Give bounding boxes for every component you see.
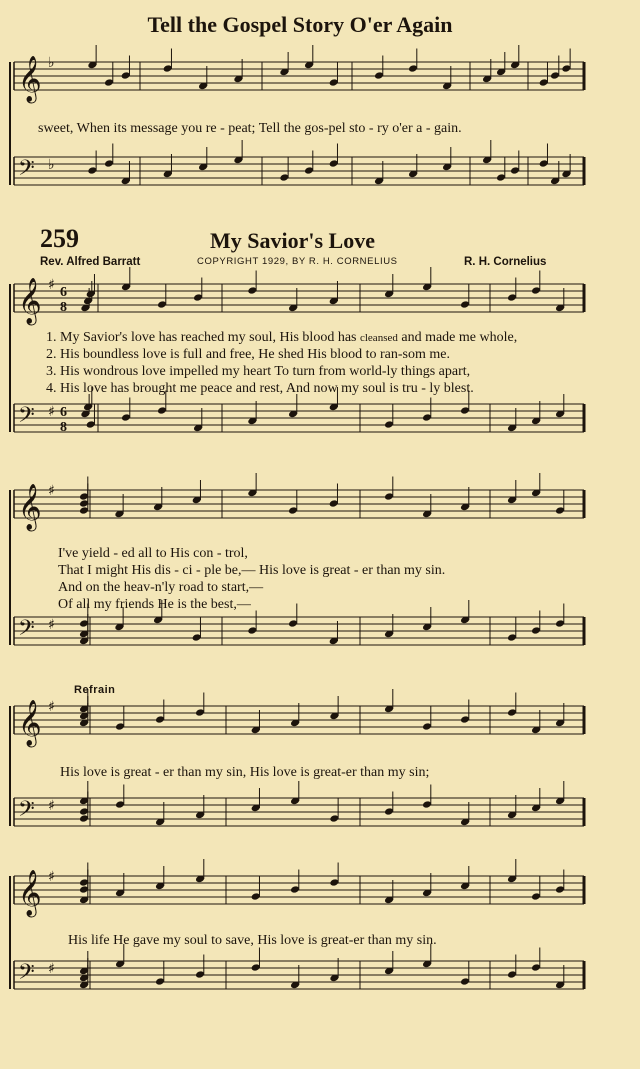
sharp-icon: ♯ [48,699,55,715]
verse-2-line-1 [46,347,450,363]
flat-icon: ♭ [48,55,55,71]
hymn-number: 259 [40,224,79,253]
treble-clef-icon: 𝄞 [18,870,42,916]
verse-1-line-2: I've yield - ed all to His con - trol, [58,546,248,561]
sharp-icon: ♯ [48,617,55,633]
bass-clef-icon: 𝄢 [18,616,35,646]
copyright-notice: COPYRIGHT 1929, BY R. H. CORNELIUS [197,256,398,267]
verse-text-small: cleansed [359,332,398,344]
refrain-label: Refrain [74,684,116,696]
verse-4-line-2: Of all my friends He is the best,— [58,597,251,612]
verse-text: His boundless love is full and free, He shed His blood to ran-som me. [60,347,450,362]
flat-icon: ♭ [48,157,55,173]
bass-clef-icon: 𝄢 [18,960,35,990]
verse-text: My Savior's love has reached my soul, His blood has [60,330,360,345]
verse-number: 4. [46,381,57,396]
treble-clef-icon: 𝄞 [18,278,42,324]
verse-text: His love has brought me peace and rest, And now my soul is tru - ly blest. [60,381,474,396]
verse-4-line-1 [46,381,474,397]
treble-clef-icon: 𝄞 [18,56,42,102]
bass-clef-icon: 𝄢 [18,403,35,433]
composer-credit: R. H. Cornelius [464,256,547,268]
sharp-icon: ♯ [48,798,55,814]
author-credit: Rev. Alfred Barratt [40,256,141,268]
sharp-icon: ♯ [48,869,55,885]
verse-number: 2. [46,347,57,362]
sharp-icon: ♯ [48,404,55,420]
bass-clef-icon: 𝄢 [18,156,35,186]
previous-hymn-lyric: sweet, When its message you re - peat; Tell the gos-pel sto - ry o'er a - gain. [38,121,462,136]
sharp-icon: ♯ [48,277,55,293]
refrain-line-2: His life He gave my soul to save, His love is great-er than my sin. [68,933,437,948]
verse-3-line-2: And on the heav-n'ly road to start,— [58,580,264,595]
refrain-line-1: His love is great - er than my sin, His love is great-er than my sin; [60,765,430,780]
bass-clef-icon: 𝄢 [18,797,35,827]
sharp-icon: ♯ [48,961,55,977]
time-signature-bottom: 8 [60,420,67,435]
treble-clef-icon: 𝄞 [18,700,42,746]
verse-1-line-1 [46,330,517,346]
treble-clef-icon: 𝄞 [18,484,42,530]
verse-3-line-1 [46,364,470,380]
time-signature-top: 6 [60,285,67,300]
verse-number: 1. [46,330,57,345]
hymn-title: My Savior's Love [210,228,375,253]
verse-2-line-2: That I might His dis - ci - ple be,— His love is great - er than my sin. [58,563,446,578]
verse-text: His wondrous love impelled my heart To turn from world-ly things apart, [60,364,471,379]
verse-text: and made me whole, [397,330,518,345]
previous-hymn-title: Tell the Gospel Story O'er Again [147,12,453,37]
sharp-icon: ♯ [48,483,55,499]
verse-number: 3. [46,364,57,379]
time-signature-top: 6 [60,405,67,420]
time-signature-bottom: 8 [60,300,67,315]
